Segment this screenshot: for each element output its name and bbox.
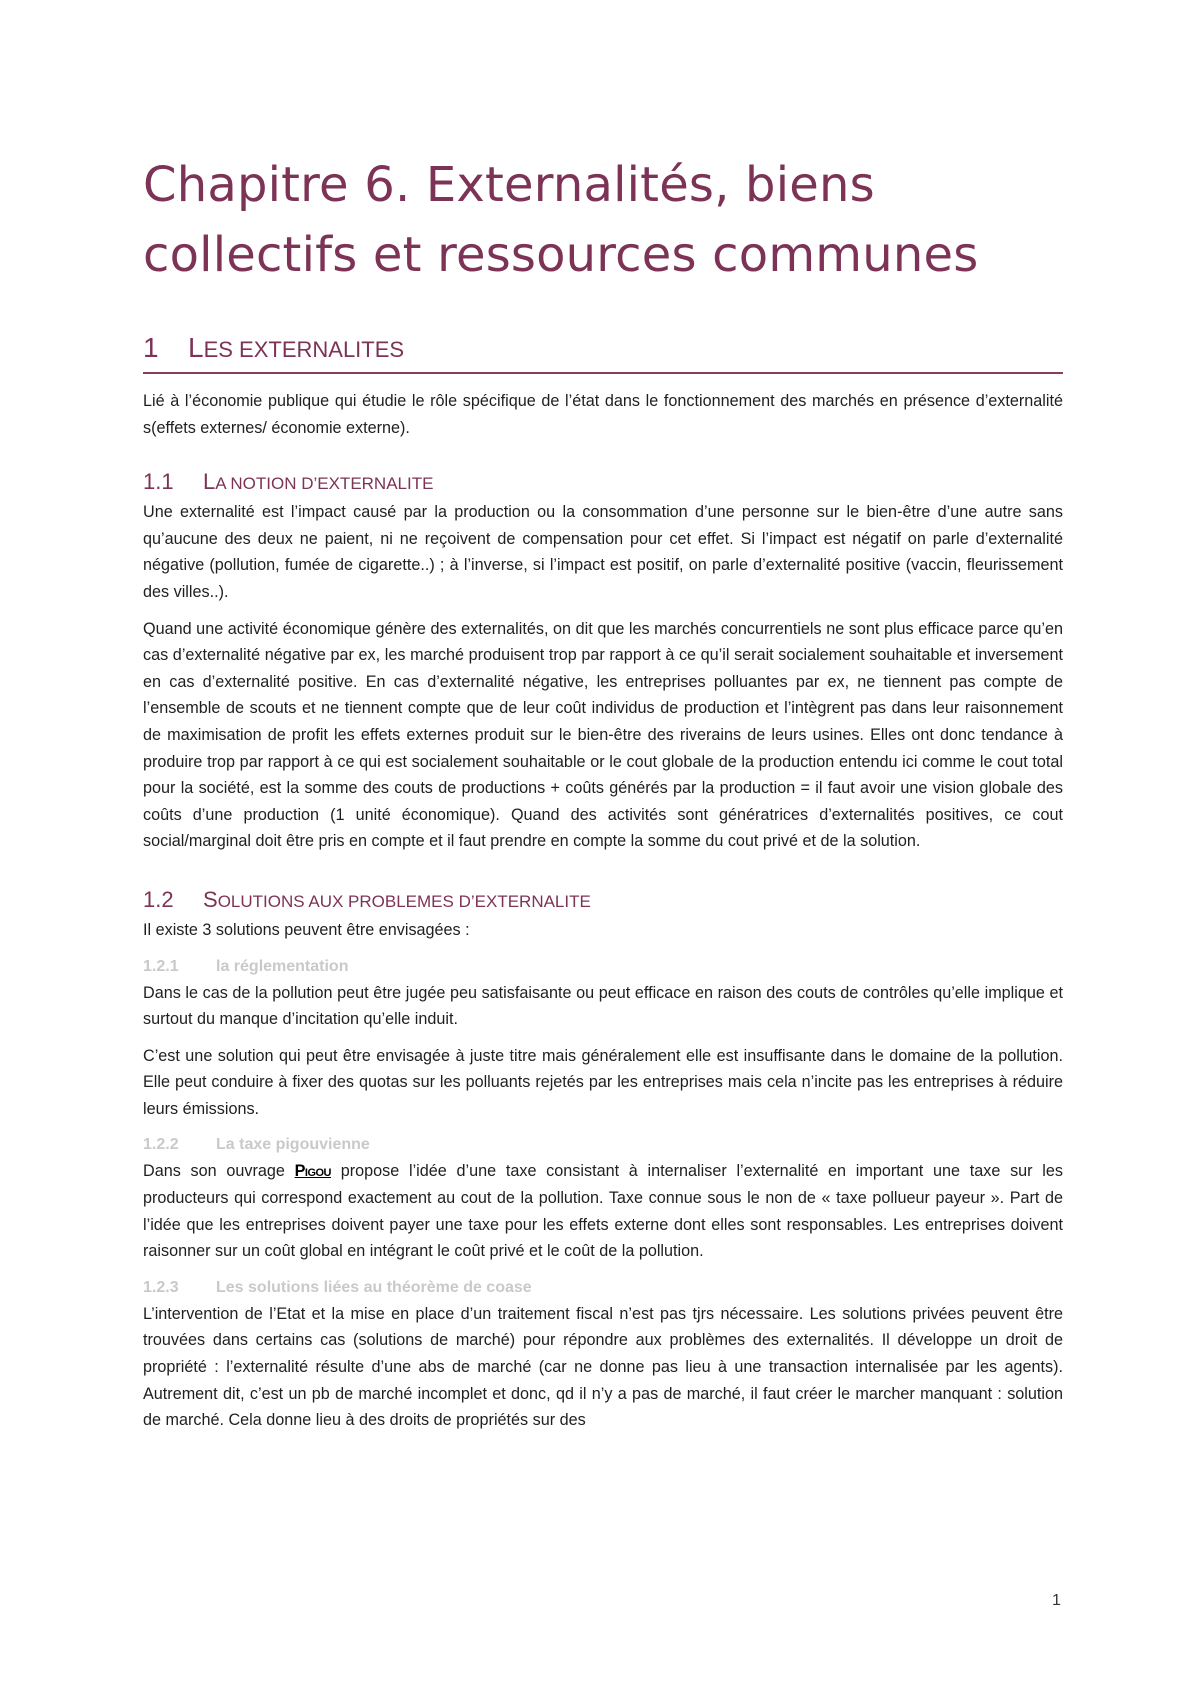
section-1-intro: Lié à l’économie publique qui étudie le rôle spécifique de l’état dans le fonctionnement des marchés en présence d’externalité s(effets externes/ économie externe). xyxy=(143,392,1063,437)
subsection-heading-1-2-2 xyxy=(143,1132,1063,1158)
paragraph: Il existe 3 solutions peuvent être envisagées : xyxy=(143,920,470,939)
subsection-heading-1-2-3 xyxy=(143,1275,1063,1301)
pigou-link[interactable]: Pigou xyxy=(294,1162,332,1181)
section-title: LA NOTION D’EXTERNALITE xyxy=(203,469,434,495)
section-title: LES EXTERNALITES xyxy=(188,332,405,363)
paragraph: Dans le cas de la pollution peut être jugée peu satisfaisante ou peut efficace en raison des couts de contrôles qu’elle implique et surtout du manque d’incitation qu’elle induit. xyxy=(143,983,1063,1029)
subsection-title: la réglementation xyxy=(216,957,349,975)
paragraph: C’est une solution qui peut être envisagée à juste titre mais généralement elle est insuffisante dans le domaine de la pollution. Elle peut conduire à fixer des quotas sur les polluants rejetés par les entreprises mais cela n’incite pas les entreprises à réduire leurs émissions. xyxy=(143,1046,1063,1118)
paragraph: Dans son ouvrage Pigou propose l’idée d’une taxe consistant à internaliser l’externalité en important une taxe sur les producteurs qui correspond exactement au cout de la pollution. Taxe connue sous le non de « taxe pollueur payeur ». Part de l’idée que les entreprises doivent payer une taxe pour les effets externe dont elles sont responsables. Les entreprises doivent raisonner sur un coût global en intégrant le coût privé et le coût de la pollution. xyxy=(143,1162,1063,1261)
paragraph: L’intervention de l’Etat et la mise en place d’un traitement fiscal n’est pas tjrs nécessaire. Les solutions privées peuvent être trouvées dans certains cas (solutions de marché) pour répondre aux problèmes des externalités. Il développe un droit de propriété : l’externalité résulte d’une abs de marché (car ne donne pas lieu à une transaction internalisée par les agents). Autrement dit, c’est un pb de marché incomplet et donc, qd il n’y a pas de marché, il faut créer le marcher manquant : solution de marché. Cela donne lieu à des droits de propriétés sur des xyxy=(143,1304,1063,1430)
subsection-number: 1.2.2 xyxy=(143,1136,179,1154)
subsection-heading-1-2-1 xyxy=(143,954,1063,980)
subsection-number: 1.2.3 xyxy=(143,1278,179,1296)
subsection-title: La taxe pigouvienne xyxy=(216,1136,370,1154)
subsection-number: 1.2.1 xyxy=(143,957,179,975)
paragraph: Quand une activité économique génère des externalités, on dit que les marchés concurrentiels ne sont plus efficace parce qu’en cas d’externalité négative par ex, les marché produisent trop par rapport à ce qu’il serait socialement souhaitable et inversement en cas d’externalité positive. En cas d’externalité négative, les entreprises polluantes par ex, ne tiennent pas compte de l’ensemble de scouts et ne tiennent compte que de leur coût individus de production et l’intègrent pas dans leur raisonnement de maximisation de profit les effets externes produit sur le bien-être des riverains de leurs usines. Elles ont donc tendance à produire trop par rapport à ce qui est socialement souhaitable or le cout globale de la production entendu ici comme le cout total pour la société, est la somme des couts de productions + coûts générés par la production = il faut avoir une vision globale des coûts d’une production (1 unité économique). Quand des activités sont génératrices d’externalités positives, ce cout social/marginal doit être pris en compte et il faut prendre en compte la somme du cout privé et de la solution. xyxy=(143,619,1063,851)
section-number: 1.1 xyxy=(143,469,174,495)
section-number: 1.2 xyxy=(143,886,174,912)
section-heading-1 xyxy=(143,328,1063,374)
section-heading-1-1 xyxy=(143,467,1063,499)
page-number: 1 xyxy=(1052,1592,1061,1609)
chapter-title: Chapitre 6. Externalités, biens collectifs et ressources communes xyxy=(143,157,979,283)
section-number: 1 xyxy=(143,332,159,363)
section-heading-1-2 xyxy=(143,885,1063,917)
section-title: SOLUTIONS AUX PROBLEMES D’EXTERNALITE xyxy=(203,886,591,912)
document-page xyxy=(143,150,1063,1444)
subsection-title: Les solutions liées au théorème de coase xyxy=(216,1278,532,1296)
paragraph: Une externalité est l’impact causé par la production ou la consommation d’une personne sur le bien-être d’une autre sans qu’aucune des deux ne paient, ni ne reçoivent de compensation pour cet effet. Si l’impact est négatif on parle d’externalité négative (pollution, fumée de cigarette..) ; à l’inverse, si l’impact est positif, on parle d’externalité positive (vaccin, fleurissement des villes..). xyxy=(143,503,1063,601)
